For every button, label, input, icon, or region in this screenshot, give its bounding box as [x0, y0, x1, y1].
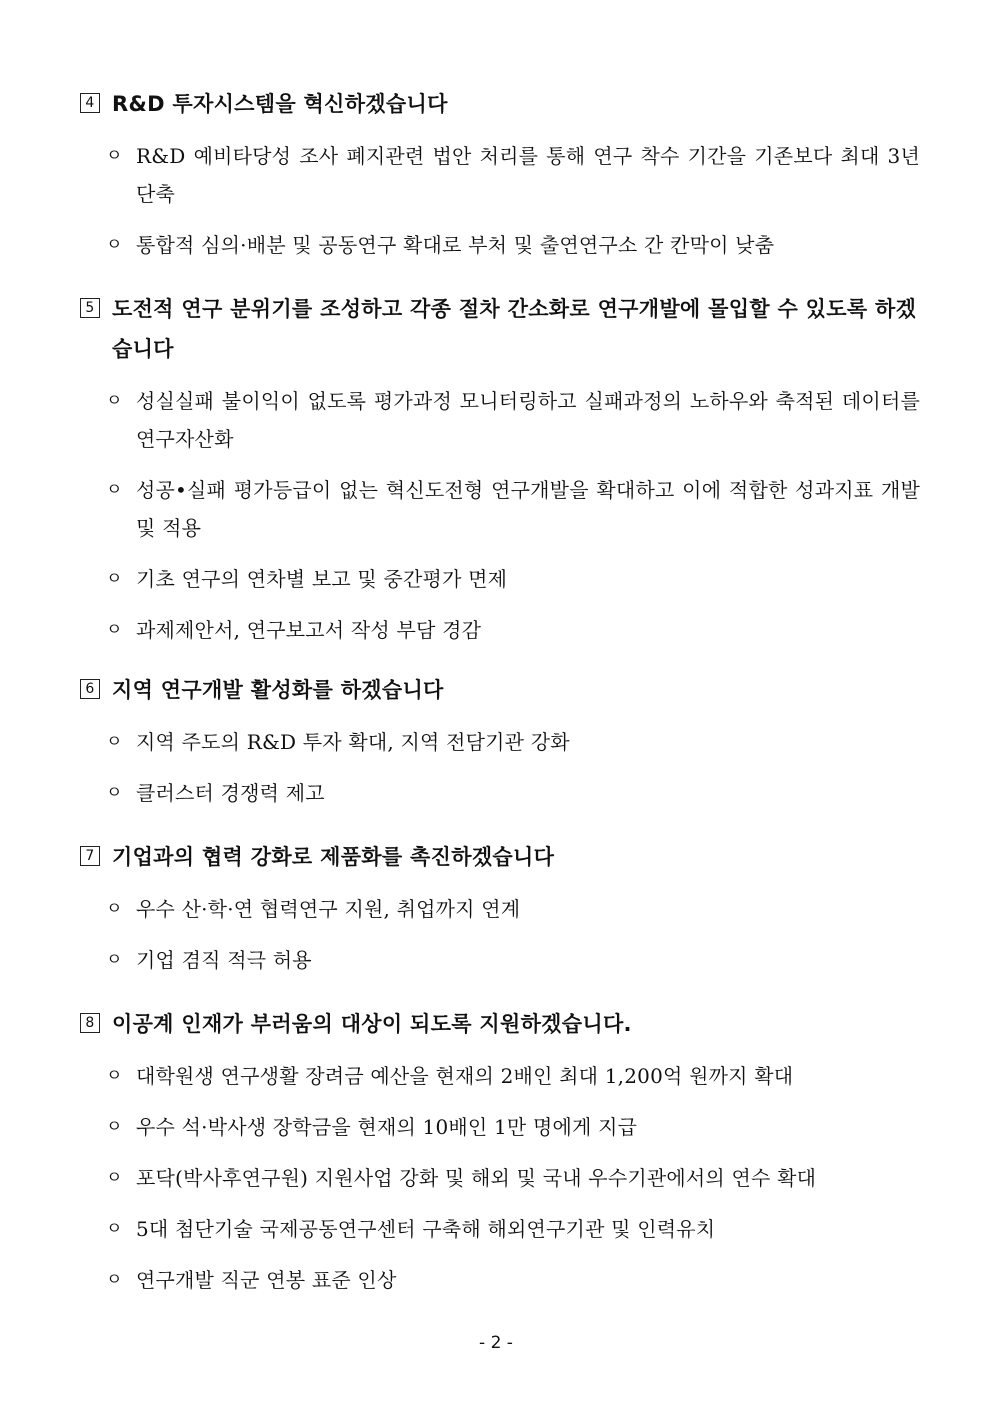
bullet-mark: ㅇ: [106, 620, 123, 640]
section-7: [80, 837, 920, 979]
section-title: 기업과의 협력 강화로 제품화를 촉진하겠습니다: [112, 845, 555, 869]
list-item: ㅇ 우수 석·박사생 장학금을 현재의 10배인 1만 명에게 지급: [80, 1108, 920, 1146]
bullet-mark: ㅇ: [106, 146, 123, 166]
section-number-box: 5: [80, 298, 100, 318]
list-item: ㅇ 기초 연구의 연차별 보고 및 중간평가 면제: [80, 560, 920, 598]
section-8: [80, 1004, 920, 1299]
list-item: ㅇ R&D 예비타당성 조사 폐지관련 법안 처리를 통해 연구 착수 기간을 기존보다 최대 3년 단축: [80, 137, 920, 213]
bullet-mark: ㅇ: [106, 235, 123, 255]
bullet-mark: ㅇ: [106, 1066, 123, 1086]
bullet-mark: ㅇ: [106, 569, 123, 589]
section-heading: [80, 670, 920, 710]
list-item: ㅇ 기업 겸직 적극 허용: [80, 941, 920, 979]
section-number-box: 4: [80, 93, 100, 113]
bullet-mark: ㅇ: [106, 1270, 123, 1290]
list-item: ㅇ 지역 주도의 R&D 투자 확대, 지역 전담기관 강화: [80, 723, 920, 761]
section-heading: [80, 289, 920, 369]
list-item: ㅇ 우수 산·학·연 협력연구 지원, 취업까지 연계: [80, 890, 920, 928]
section-number-box: 8: [80, 1013, 100, 1033]
bullet-mark: ㅇ: [106, 1117, 123, 1137]
bullet-mark: ㅇ: [106, 783, 123, 803]
list-item: ㅇ 5대 첨단기술 국제공동연구센터 구축해 해외연구기관 및 인력유치: [80, 1210, 920, 1248]
section-title: 지역 연구개발 활성화를 하겠습니다: [112, 678, 444, 702]
list-item: ㅇ 연구개발 직군 연봉 표준 인상: [80, 1261, 920, 1299]
bullet-mark: ㅇ: [106, 950, 123, 970]
page-number: - 2 -: [479, 1333, 513, 1353]
section-heading: [80, 837, 920, 877]
list-item: ㅇ 대학원생 연구생활 장려금 예산을 현재의 2배인 최대 1,200억 원까지 확대: [80, 1057, 920, 1095]
list-item: ㅇ 포닥(박사후연구원) 지원사업 강화 및 해외 및 국내 우수기관에서의 연수 확대: [80, 1159, 920, 1197]
bullet-mark: ㅇ: [106, 899, 123, 919]
bullet-mark: ㅇ: [106, 480, 123, 500]
section-number-box: 6: [80, 679, 100, 699]
list-item: ㅇ 통합적 심의·배분 및 공동연구 확대로 부처 및 출연연구소 간 칸막이 낮춤: [80, 226, 920, 264]
bullet-mark: ㅇ: [106, 1219, 123, 1239]
section-heading: [80, 1004, 920, 1044]
bullet-mark: ㅇ: [106, 732, 123, 752]
section-number-box: 7: [80, 846, 100, 866]
section-5: [80, 289, 920, 649]
list-item: ㅇ 과제제안서, 연구보고서 작성 부담 경감: [80, 611, 920, 649]
section-title: 이공계 인재가 부러움의 대상이 되도록 지원하겠습니다.: [112, 1012, 632, 1036]
bullet-mark: ㅇ: [106, 391, 123, 411]
list-item: ㅇ 성실실패 불이익이 없도록 평가과정 모니터링하고 실패과정의 노하우와 축적된 데이터를 연구자산화: [80, 382, 920, 458]
section-4: [80, 84, 920, 264]
list-item: ㅇ 성공•실패 평가등급이 없는 혁신도전형 연구개발을 확대하고 이에 적합한 성과지표 개발 및 적용: [80, 471, 920, 547]
bullet-mark: ㅇ: [106, 1168, 123, 1188]
section-title: R&D 투자시스템을 혁신하겠습니다: [112, 92, 448, 116]
section-title: 도전적 연구 분위기를 조성하고 각종 절차 간소화로 연구개발에 몰입할 수 있도록 하겠습니다: [112, 297, 917, 361]
section-6: [80, 670, 920, 812]
list-item: ㅇ 클러스터 경쟁력 제고: [80, 774, 920, 812]
section-heading: [80, 84, 920, 124]
